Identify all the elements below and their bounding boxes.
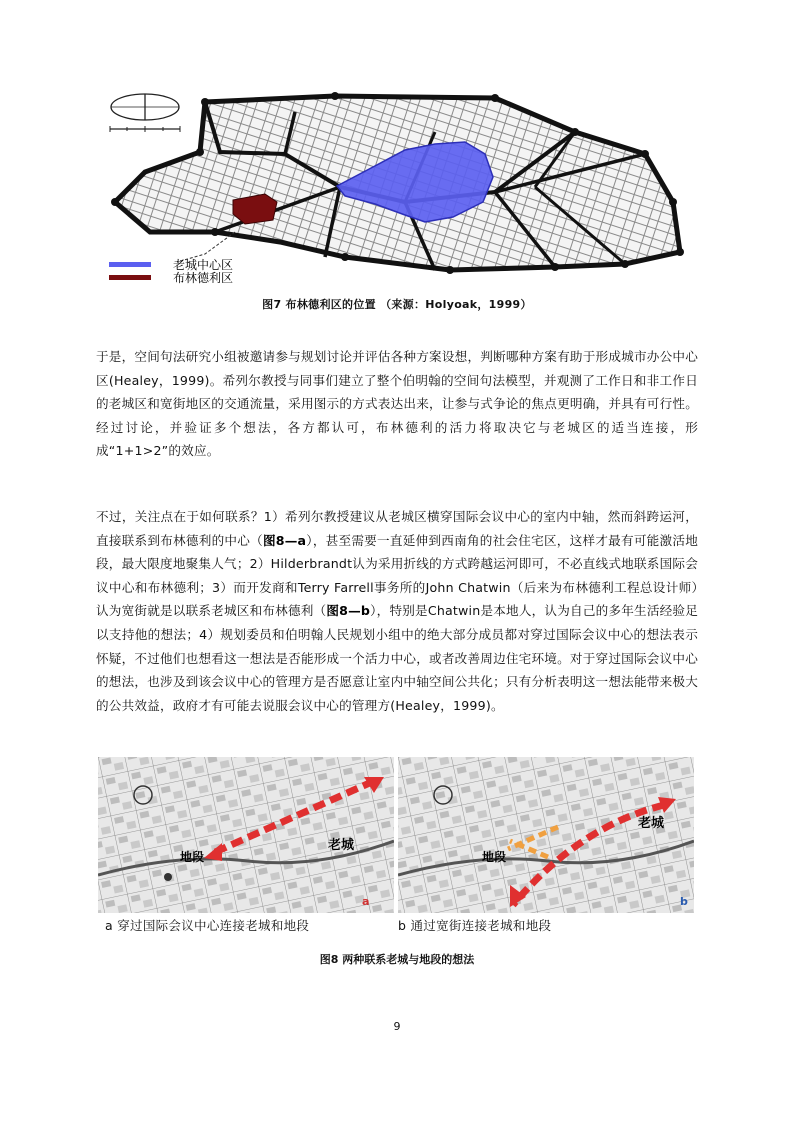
page-number: 9 (393, 1020, 401, 1033)
map-letter-b: b (680, 895, 688, 908)
body-paragraph-1: 于是，空间句法研究小组被邀请参与规划讨论并评估各种方案设想，判断哪种方案有助于形成城市办公中心区(Healey，1999)。希列尔教授与同事们建立了整个伯明翰的空间句法模型，并观测了工作日和非工作日的老城区和宽街地区的交通流量，采用图示的方式表达出来，让参与式争论的焦点更明确，并具有可行性。经过讨论，并验证多个想法，各方都认可，布林德利的活力将取决它与老城区的适当连接，形成“1+1>2”的效应。 (96, 349, 698, 459)
map-letter-a: a (362, 895, 370, 908)
figure7-caption: 图7 布林德利区的位置 （来源：Holyoak，1999） (262, 298, 532, 311)
north-arrow-icon (111, 94, 179, 120)
figure8a-reference: 图8—a (262, 532, 307, 548)
label-site-b: 地段 (482, 850, 507, 864)
birmingham-location-map (105, 92, 695, 290)
label-site-a: 地段 (180, 850, 205, 864)
legend-label-brindley: 布林德利区 (173, 271, 234, 285)
figure8b-subcaption: b 通过宽街连接老城和地段 (398, 918, 552, 933)
map-legend (109, 262, 151, 280)
brindley-place-area (233, 194, 277, 224)
body-paragraph-2 (96, 505, 698, 717)
label-old-city-b: 老城 (638, 816, 665, 831)
figure8b-reference: 图8—b (326, 603, 371, 619)
label-old-city-a: 老城 (328, 838, 355, 853)
scale-bar-icon (110, 126, 180, 132)
paragraph2-part3: ），特别是Chatwin是本地人，认为自己的多年生活经验足以支持他的想法；4）规划委员和伯明翰人民规划小组中的绝大部分成员都对穿过国际会议中心的想法表示怀疑，不过他们也想看这一想法是否能形成一个活力中心，或者改善周边住宅环境。对于穿过国际会议中心的想法，也涉及到该会议中心的管理方是否愿意让室内中轴空间公共化；只有分析表明这一想法能带来极大的公共效益，政府才有可能去说服会议中心的管理方(Healey，1999)。 (96, 603, 699, 713)
figure8b-map (398, 757, 694, 913)
legend-label-old-city: 老城中心区 (173, 258, 234, 272)
paragraph2-part1: 不过，关注点在于如何联系？1）希列尔教授建议从老城区横穿国际会议中心的室内中轴，然而斜跨运河，直接联系到布林德利的中心（ (96, 509, 698, 548)
figure8-caption: 图8 两种联系老城与地段的想法 (319, 953, 475, 966)
figure8a-subcaption: a 穿过国际会议中心连接老城和地段 (105, 918, 310, 933)
paragraph2-part2: ），甚至需要一直延伸到西南角的社会住宅区，这样才最有可能激活地段，最大限度地聚集人气；2）Hilderbrandt认为采用折线的方式跨越运河即可，不必直线式地联系国际会议中心和布林德利；3）而开发商和Terry Farrell事务所的John Chatwin（后来为布林德利工程总设计师）认为宽街就是以联系老城区和布林德利（ (96, 532, 698, 619)
figure8a-map (98, 757, 394, 913)
